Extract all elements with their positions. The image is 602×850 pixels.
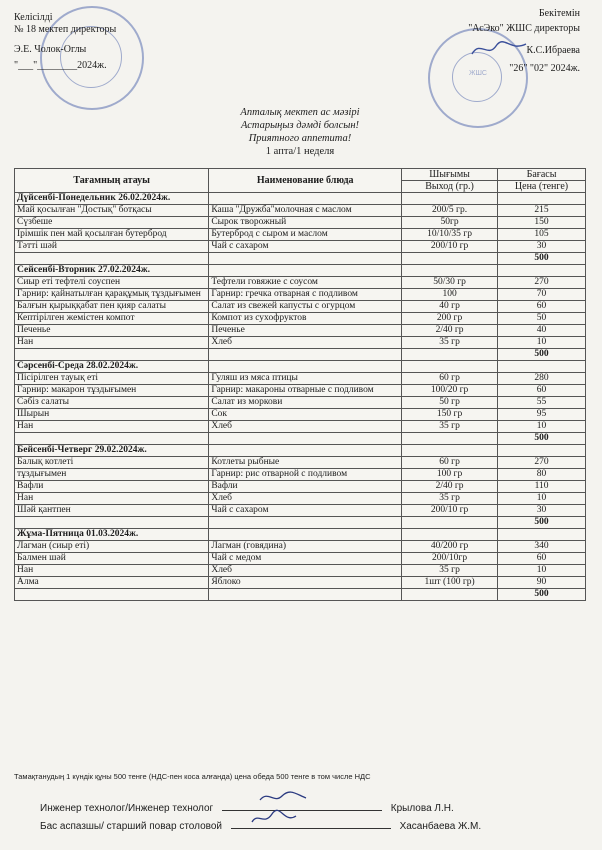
- empty-cell: [402, 589, 498, 601]
- dish-price: 40: [498, 325, 586, 337]
- empty-cell: [15, 517, 209, 529]
- dish-name-ru: Салат из моркови: [209, 397, 402, 409]
- empty-cell: [209, 193, 402, 205]
- dish-price: 55: [498, 397, 586, 409]
- dish-name-ru: Сок: [209, 409, 402, 421]
- dish-price: 90: [498, 577, 586, 589]
- dish-name-ru: Чай с медом: [209, 553, 402, 565]
- table-row: [15, 421, 586, 433]
- dish-name-kz: Шырын: [15, 409, 209, 421]
- price-footnote: Тамақтанудың 1 күндік құны 500 тенге (НДС-пен коса алғанда) цена обеда 500 тенге в том числе НДС: [14, 772, 371, 781]
- approval-left-date: "___"________2024ж.: [14, 60, 107, 71]
- empty-cell: [498, 361, 586, 373]
- dish-name-kz: Балғын қырыққабат пен қияр салаты: [15, 301, 209, 313]
- week-label: 1 апта/1 неделя: [265, 146, 335, 157]
- dish-price: 10: [498, 421, 586, 433]
- dish-name-ru: Котлеты рыбные: [209, 457, 402, 469]
- table-row: [15, 553, 586, 565]
- day-total: 500: [498, 253, 586, 265]
- day-total: 500: [498, 517, 586, 529]
- header-dish-kz: Тағамның атауы: [15, 169, 209, 193]
- day-header-row: [15, 265, 586, 277]
- dish-yield: 10/10/35 гр: [402, 229, 498, 241]
- empty-cell: [209, 589, 402, 601]
- title-kz: Апталық мектеп ас мәзірі: [240, 107, 360, 118]
- table-row: [15, 325, 586, 337]
- empty-cell: [498, 265, 586, 277]
- dish-name-ru: Гуляш из мяса птицы: [209, 373, 402, 385]
- dish-name-kz: Ірімшік пен май қосылған бутерброд: [15, 229, 209, 241]
- dish-yield: 60 гр: [402, 457, 498, 469]
- dish-name-ru: Хлеб: [209, 421, 402, 433]
- dish-name-kz: Сүзбеше: [15, 217, 209, 229]
- dish-price: 10: [498, 493, 586, 505]
- dish-name-kz: Нан: [15, 493, 209, 505]
- approval-left-title: Келісілді: [14, 12, 53, 23]
- empty-cell: [209, 265, 402, 277]
- dish-name-ru: Гарнир: рис отварной с подливом: [209, 469, 402, 481]
- dish-name-ru: Гарнир: гречка отварная с подливом: [209, 289, 402, 301]
- dish-yield: 50гр: [402, 217, 498, 229]
- empty-cell: [209, 253, 402, 265]
- header-yield-ru: Выход (гр.): [402, 181, 498, 193]
- dish-yield: 150 гр: [402, 409, 498, 421]
- table-row: [15, 301, 586, 313]
- technologist-name: Крылова Л.Н.: [390, 803, 454, 814]
- dish-name-kz: Тәтті шәй: [15, 241, 209, 253]
- table-row: [15, 457, 586, 469]
- menu-table-body: [15, 193, 586, 601]
- dish-price: 340: [498, 541, 586, 553]
- day-total-row: [15, 253, 586, 265]
- dish-yield: 200/10гр: [402, 553, 498, 565]
- dish-yield: 2/40 гр: [402, 325, 498, 337]
- table-row: [15, 277, 586, 289]
- empty-cell: [498, 193, 586, 205]
- table-row: [15, 397, 586, 409]
- table-row: [15, 493, 586, 505]
- dish-price: 60: [498, 553, 586, 565]
- day-header-row: [15, 529, 586, 541]
- dish-name-ru: Чай с сахаром: [209, 505, 402, 517]
- table-row: [15, 409, 586, 421]
- empty-cell: [15, 349, 209, 361]
- empty-cell: [209, 517, 402, 529]
- dish-yield: 1шт (100 гр): [402, 577, 498, 589]
- empty-cell: [402, 361, 498, 373]
- dish-name-ru: Сырок творожный: [209, 217, 402, 229]
- dish-name-kz: тұздығымен: [15, 469, 209, 481]
- empty-cell: [498, 445, 586, 457]
- dish-price: 270: [498, 457, 586, 469]
- table-row: [15, 469, 586, 481]
- table-row: [15, 505, 586, 517]
- dish-yield: 50/30 гр: [402, 277, 498, 289]
- day-total-row: [15, 433, 586, 445]
- approval-right-name: К.С.Ибраева: [526, 45, 580, 56]
- dish-price: 60: [498, 301, 586, 313]
- dish-yield: 200/10 гр: [402, 241, 498, 253]
- dish-price: 95: [498, 409, 586, 421]
- dish-name-ru: Лагман (говядина): [209, 541, 402, 553]
- day-total: 500: [498, 349, 586, 361]
- table-row: [15, 289, 586, 301]
- approval-right-title: Бекітемін: [538, 8, 580, 19]
- empty-cell: [209, 433, 402, 445]
- dish-name-ru: Гарнир: макароны отварные с подливом: [209, 385, 402, 397]
- dish-yield: 200 гр: [402, 313, 498, 325]
- dish-name-ru: Салат из свежей капусты с огурцом: [209, 301, 402, 313]
- chef-name: Хасанбаева Ж.М.: [399, 821, 482, 832]
- day-total: 500: [498, 433, 586, 445]
- header-price-ru: Цена (тенге): [498, 181, 586, 193]
- dish-price: 30: [498, 505, 586, 517]
- empty-cell: [209, 529, 402, 541]
- dish-name-ru: Бутерброд с сыром и маслом: [209, 229, 402, 241]
- approval-right-date: "26" "02" 2024ж.: [509, 63, 580, 74]
- dish-yield: 200/5 гр.: [402, 205, 498, 217]
- dish-name-ru: Компот из сухофруктов: [209, 313, 402, 325]
- empty-cell: [15, 589, 209, 601]
- dish-name-ru: Каша "Дружба"молочная с маслом: [209, 205, 402, 217]
- empty-cell: [402, 349, 498, 361]
- technologist-signature: [258, 788, 308, 806]
- day-title: Бейсенбі-Четверг 29.02.2024ж.: [15, 445, 209, 457]
- approval-right-position: "АсЭко" ЖШС директоры: [468, 23, 580, 34]
- dish-name-kz: Лагман (сиыр еті): [15, 541, 209, 553]
- dish-name-kz: Нан: [15, 337, 209, 349]
- director-signature: [470, 38, 530, 60]
- empty-cell: [402, 265, 498, 277]
- dish-name-kz: Май қосылған "Достық" ботқасы: [15, 205, 209, 217]
- dish-price: 280: [498, 373, 586, 385]
- approval-left-position: № 18 мектеп директоры: [14, 24, 117, 35]
- empty-cell: [15, 433, 209, 445]
- table-row: [15, 385, 586, 397]
- technologist-label: Инженер технолог/Инженер технолог: [40, 803, 214, 814]
- dish-yield: 100 гр: [402, 469, 498, 481]
- dish-name-kz: Гарнир: макарон тұздығымен: [15, 385, 209, 397]
- dish-name-kz: Кептірілген жемістен компот: [15, 313, 209, 325]
- dish-name-kz: Шәй қантпен: [15, 505, 209, 517]
- table-row: [15, 541, 586, 553]
- wish-ru: Приятного аппетита!: [248, 133, 352, 144]
- dish-name-kz: Сәбіз салаты: [15, 397, 209, 409]
- dish-price: 110: [498, 481, 586, 493]
- dish-yield: 40 гр: [402, 301, 498, 313]
- seal-right-text: ЖШС: [469, 70, 487, 77]
- dish-yield: 35 гр: [402, 493, 498, 505]
- table-row: [15, 565, 586, 577]
- empty-cell: [402, 517, 498, 529]
- empty-cell: [402, 193, 498, 205]
- chef-label: Бас аспазшы/ старший повар столовой: [40, 821, 222, 832]
- dish-price: 150: [498, 217, 586, 229]
- dish-price: 10: [498, 337, 586, 349]
- dish-price: 105: [498, 229, 586, 241]
- dish-name-kz: Печенье: [15, 325, 209, 337]
- day-total: 500: [498, 589, 586, 601]
- dish-name-ru: Вафли: [209, 481, 402, 493]
- signature-row-technologist: [40, 800, 454, 814]
- dish-name-kz: Гарнир: қайнатылған қарақұмық тұздығымен: [15, 289, 209, 301]
- dish-name-kz: Балық котлеті: [15, 457, 209, 469]
- dish-yield: 2/40 гр: [402, 481, 498, 493]
- dish-name-ru: Хлеб: [209, 493, 402, 505]
- header-yield-kz: Шығымы: [402, 169, 498, 181]
- approval-block-left: [14, 12, 214, 72]
- dish-name-kz: Вафли: [15, 481, 209, 493]
- day-title: Жұма-Пятница 01.03.2024ж.: [15, 529, 209, 541]
- dish-price: 50: [498, 313, 586, 325]
- approval-left-name: Э.Е. Чолок-Оглы: [14, 44, 87, 55]
- table-header-row: [15, 169, 586, 181]
- dish-name-ru: Тефтели говяжие с соусом: [209, 277, 402, 289]
- chef-signature: [250, 808, 300, 828]
- day-header-row: [15, 193, 586, 205]
- dish-price: 10: [498, 565, 586, 577]
- table-row: [15, 373, 586, 385]
- day-title: Сейсенбі-Вторник 27.02.2024ж.: [15, 265, 209, 277]
- day-total-row: [15, 349, 586, 361]
- dish-price: 70: [498, 289, 586, 301]
- dish-name-ru: Чай с сахаром: [209, 241, 402, 253]
- dish-yield: 100: [402, 289, 498, 301]
- dish-price: 60: [498, 385, 586, 397]
- table-row: [15, 313, 586, 325]
- day-total-row: [15, 517, 586, 529]
- dish-name-kz: Балмен шәй: [15, 553, 209, 565]
- empty-cell: [402, 253, 498, 265]
- header-price-kz: Бағасы: [498, 169, 586, 181]
- dish-yield: 35 гр: [402, 421, 498, 433]
- menu-titles: [150, 106, 450, 158]
- dish-name-ru: Яблоко: [209, 577, 402, 589]
- dish-price: 270: [498, 277, 586, 289]
- table-row: [15, 241, 586, 253]
- table-row: [15, 577, 586, 589]
- dish-price: 30: [498, 241, 586, 253]
- wish-kz: Астарыңыз дәмді болсын!: [240, 120, 360, 131]
- dish-name-kz: Нан: [15, 565, 209, 577]
- dish-yield: 200/10 гр: [402, 505, 498, 517]
- empty-cell: [402, 445, 498, 457]
- day-header-row: [15, 445, 586, 457]
- dish-yield: 35 гр: [402, 337, 498, 349]
- day-title: Дүйсенбі-Понедельник 26.02.2024ж.: [15, 193, 209, 205]
- day-header-row: [15, 361, 586, 373]
- day-title: Сәрсенбі-Среда 28.02.2024ж.: [15, 361, 209, 373]
- dish-yield: 35 гр: [402, 565, 498, 577]
- table-row: [15, 229, 586, 241]
- dish-name-kz: Сиыр еті тефтелі соуспен: [15, 277, 209, 289]
- dish-price: 215: [498, 205, 586, 217]
- table-row: [15, 217, 586, 229]
- empty-cell: [209, 349, 402, 361]
- day-total-row: [15, 589, 586, 601]
- dish-name-kz: Нан: [15, 421, 209, 433]
- empty-cell: [402, 433, 498, 445]
- empty-cell: [498, 529, 586, 541]
- dish-yield: 100/20 гр: [402, 385, 498, 397]
- table-row: [15, 481, 586, 493]
- dish-name-ru: Хлеб: [209, 337, 402, 349]
- table-row: [15, 205, 586, 217]
- menu-table: [14, 168, 586, 601]
- dish-name-ru: Хлеб: [209, 565, 402, 577]
- empty-cell: [209, 361, 402, 373]
- dish-yield: 50 гр: [402, 397, 498, 409]
- empty-cell: [15, 253, 209, 265]
- empty-cell: [209, 445, 402, 457]
- dish-name-kz: Пісірілген тауық еті: [15, 373, 209, 385]
- table-row: [15, 337, 586, 349]
- dish-yield: 40/200 гр: [402, 541, 498, 553]
- empty-cell: [402, 529, 498, 541]
- dish-name-ru: Печенье: [209, 325, 402, 337]
- dish-name-kz: Алма: [15, 577, 209, 589]
- header-dish-ru: Наименование блюда: [209, 169, 402, 193]
- dish-yield: 60 гр: [402, 373, 498, 385]
- dish-price: 80: [498, 469, 586, 481]
